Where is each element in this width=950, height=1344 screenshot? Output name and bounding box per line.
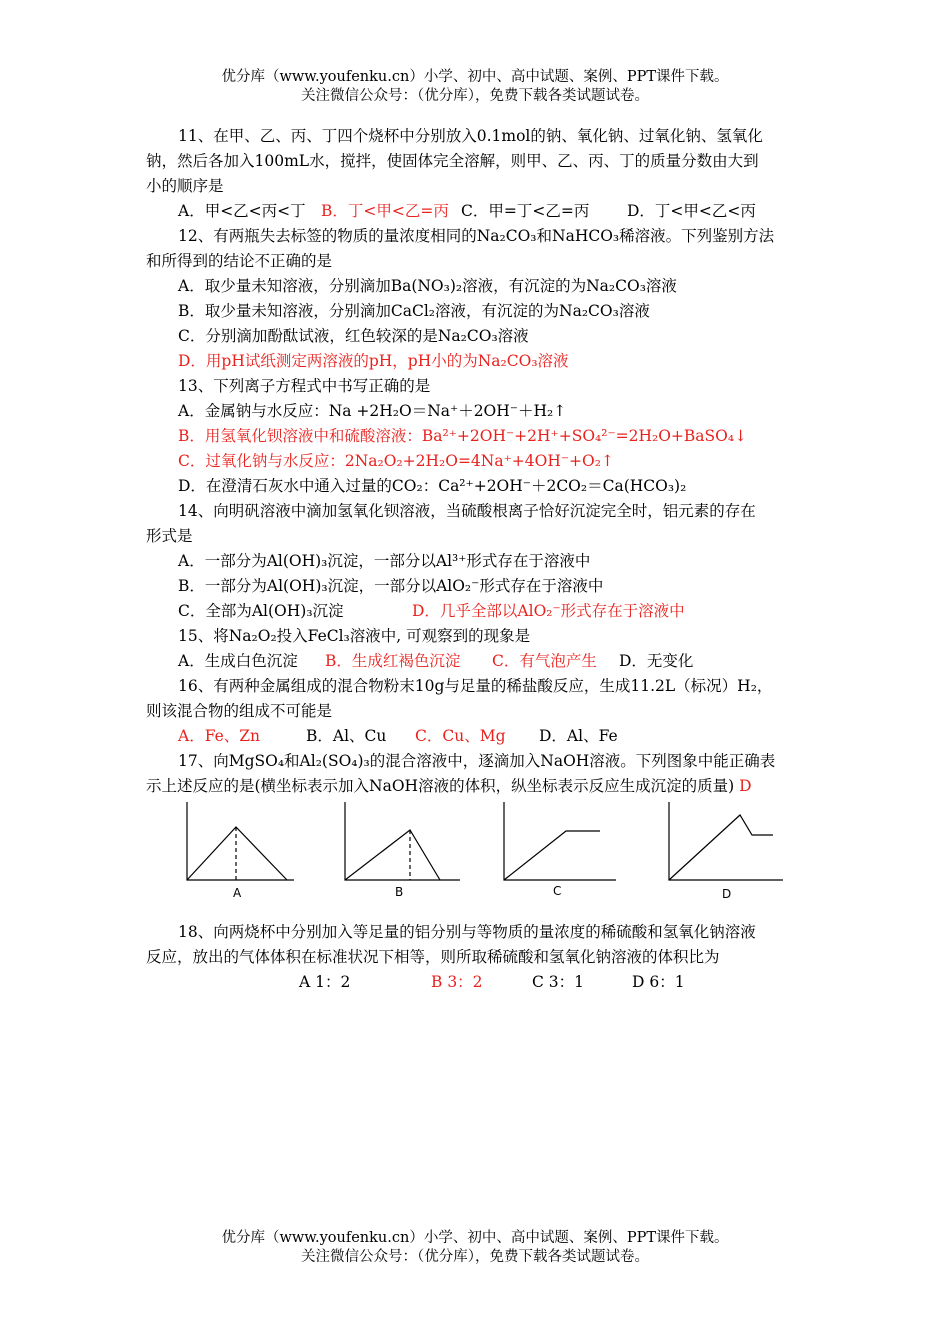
q13-stem: 13、下列离子方程式中书写正确的是 — [178, 377, 431, 395]
footer-line-1: 优分库（www.youfenku.cn）小学、初中、高中试题、案例、PPT课件下载。 — [221, 1230, 729, 1246]
q11-option-d: D．丁<甲<乙<丙 — [627, 202, 756, 220]
graph-c-label: C — [553, 884, 562, 898]
q16-stem-line-2: 则该混合物的组成不可能是 — [146, 702, 333, 720]
graph-d — [669, 802, 783, 880]
q14-option-b: B．一部分为Al(OH)₃沉淀，一部分以AlO₂⁻形式存在于溶液中 — [178, 577, 604, 595]
q18-option-c: C 3：1 — [532, 973, 585, 991]
q17-stem-line-2 — [146, 774, 810, 799]
q15-stem: 15、将Na₂O₂投入FeCl₃溶液中, 可观察到的现象是 — [178, 627, 531, 645]
q18-option-b: B 3：2 — [431, 973, 483, 991]
q12-option-d: D．用pH试纸测定两溶液的pH，pH小的为Na₂CO₃溶液 — [178, 352, 569, 370]
q16-option-d: D．Al、Fe — [539, 727, 618, 745]
graph-b-axes — [345, 802, 460, 880]
q14-option-a: A．一部分为Al(OH)₃沉淀，一部分以Al³⁺形式存在于溶液中 — [178, 552, 591, 570]
q18-option-d: D 6：1 — [632, 973, 685, 991]
q17-stem-text: 示上述反应的是(横坐标表示加入NaOH溶液的体积，纵坐标表示反应生成沉淀的质量) — [146, 777, 735, 795]
q12-stem-line-1: 12、有两瓶失去标签的物质的量浓度相同的Na₂CO₃和NaHCO₃稀溶液。下列鉴别方法 — [178, 227, 775, 245]
graph-b-label: B — [395, 885, 404, 899]
q18-options — [146, 970, 810, 995]
graph-c — [504, 802, 616, 880]
q13-option-d: D．在澄清石灰水中通入过量的CO₂：Ca²⁺+2OH⁻＋2CO₂＝Ca(HCO₃)₂ — [178, 477, 687, 495]
footer-line-2: 关注微信公众号：（优分库），免费下载各类试题试卷。 — [301, 1249, 649, 1265]
page-footer — [0, 1229, 950, 1267]
q13-option-a: A．金属钠与水反应：Na +2H₂O＝Na⁺＋2OH⁻＋H₂↑ — [178, 402, 567, 420]
graph-b — [345, 802, 460, 880]
q15-option-a: A．生成白色沉淀 — [178, 652, 298, 670]
q13-option-c: C．过氧化钠与水反应：2Na₂O₂+2H₂O=4Na⁺+4OH⁻+O₂↑ — [178, 452, 614, 470]
q17-stem-line-1: 17、向MgSO₄和Al₂(SO₄)₃的混合溶液中，逐滴加入NaOH溶液。下列图象中能正确表 — [178, 752, 776, 770]
graph-a-label: A — [233, 886, 242, 900]
q12-option-a: A．取少量未知溶液，分别滴加Ba(NO₃)₂溶液，有沉淀的为Na₂CO₃溶液 — [178, 277, 677, 295]
q14-stem-line-1: 14、向明矾溶液中滴加氢氧化钡溶液，当硫酸根离子恰好沉淀完全时，铝元素的存在 — [178, 502, 756, 520]
q17-graphs-svg — [176, 800, 786, 905]
graph-c-curve — [504, 831, 600, 880]
question-18 — [146, 920, 810, 995]
q16-stem-line-1: 16、有两种金属组成的混合物粉末10g与足量的稀盐酸反应，生成11.2L（标况）H₂， — [178, 677, 773, 695]
q11-option-b: B．丁<甲<乙=丙 — [321, 202, 449, 220]
q16-options — [146, 724, 810, 749]
q18-stem-line-2: 反应，放出的气体体积在标准状况下相等，则所取稀硫酸和氢氧化钠溶液的体积比为 — [146, 948, 720, 966]
q18-option-a: A 1：2 — [299, 973, 351, 991]
graph-d-curve — [669, 815, 773, 880]
q13-option-b: B．用氢氧化钡溶液中和硫酸溶液：Ba²⁺+2OH⁻+2H⁺+SO₄²⁻=2H₂O+BaSO₄↓ — [178, 427, 748, 445]
q16-option-a: A．Fe、Zn — [178, 727, 261, 745]
q17-answer: D — [739, 777, 752, 795]
graph-d-label: D — [722, 887, 732, 901]
q11-option-a: A．甲<乙<丙<丁 — [178, 202, 306, 220]
page-header — [0, 68, 950, 106]
header-line-2: 关注微信公众号：（优分库），免费下载各类试题试卷。 — [301, 88, 649, 104]
q14-stem-line-2: 形式是 — [146, 527, 193, 545]
q12-option-c: C．分别滴加酚酞试液，红色较深的是Na₂CO₃溶液 — [178, 327, 529, 345]
q12-stem-line-2: 和所得到的结论不正确的是 — [146, 252, 333, 270]
graph-d-axes — [669, 802, 783, 880]
q15-options — [146, 649, 810, 674]
graph-a-axes — [187, 802, 294, 880]
question-content — [146, 124, 810, 799]
q11-stem-line-1: 11、在甲、乙、丙、丁四个烧杯中分别放入0.1mol的钠、氧化钠、过氧化钠、氢氧化 — [178, 127, 763, 145]
graph-a — [187, 802, 294, 880]
graph-b-curve — [345, 830, 440, 880]
q17-graphs — [176, 800, 786, 905]
q11-stem-line-3: 小的顺序是 — [146, 177, 224, 195]
graph-a-curve — [187, 827, 287, 880]
q18-stem-line-1: 18、向两烧杯中分别加入等足量的铝分别与等物质的量浓度的稀硫酸和氢氧化钠溶液 — [178, 923, 756, 941]
q14-options-cd — [146, 599, 810, 624]
q16-option-c: C．Cu、Mg — [415, 727, 506, 745]
q15-option-d: D．无变化 — [619, 652, 694, 670]
q16-option-b: B．Al、Cu — [306, 727, 387, 745]
q11-options — [146, 199, 810, 224]
q15-option-c: C．有气泡产生 — [492, 652, 597, 670]
q14-option-c: C．全部为Al(OH)₃沉淀 — [178, 602, 344, 620]
graph-c-axes — [504, 802, 616, 880]
q11-option-c: C．甲=丁<乙=丙 — [461, 202, 590, 220]
q15-option-b: B．生成红褐色沉淀 — [325, 652, 461, 670]
q12-option-b: B．取少量未知溶液，分别滴加CaCl₂溶液，有沉淀的为Na₂CO₃溶液 — [178, 302, 650, 320]
q14-option-d: D．几乎全部以AlO₂⁻形式存在于溶液中 — [412, 602, 685, 620]
header-line-1: 优分库（www.youfenku.cn）小学、初中、高中试题、案例、PPT课件下载。 — [221, 69, 729, 85]
q11-stem-line-2: 钠，然后各加入100mL水，搅拌，使固体完全溶解，则甲、乙、丙、丁的质量分数由大到 — [146, 152, 759, 170]
